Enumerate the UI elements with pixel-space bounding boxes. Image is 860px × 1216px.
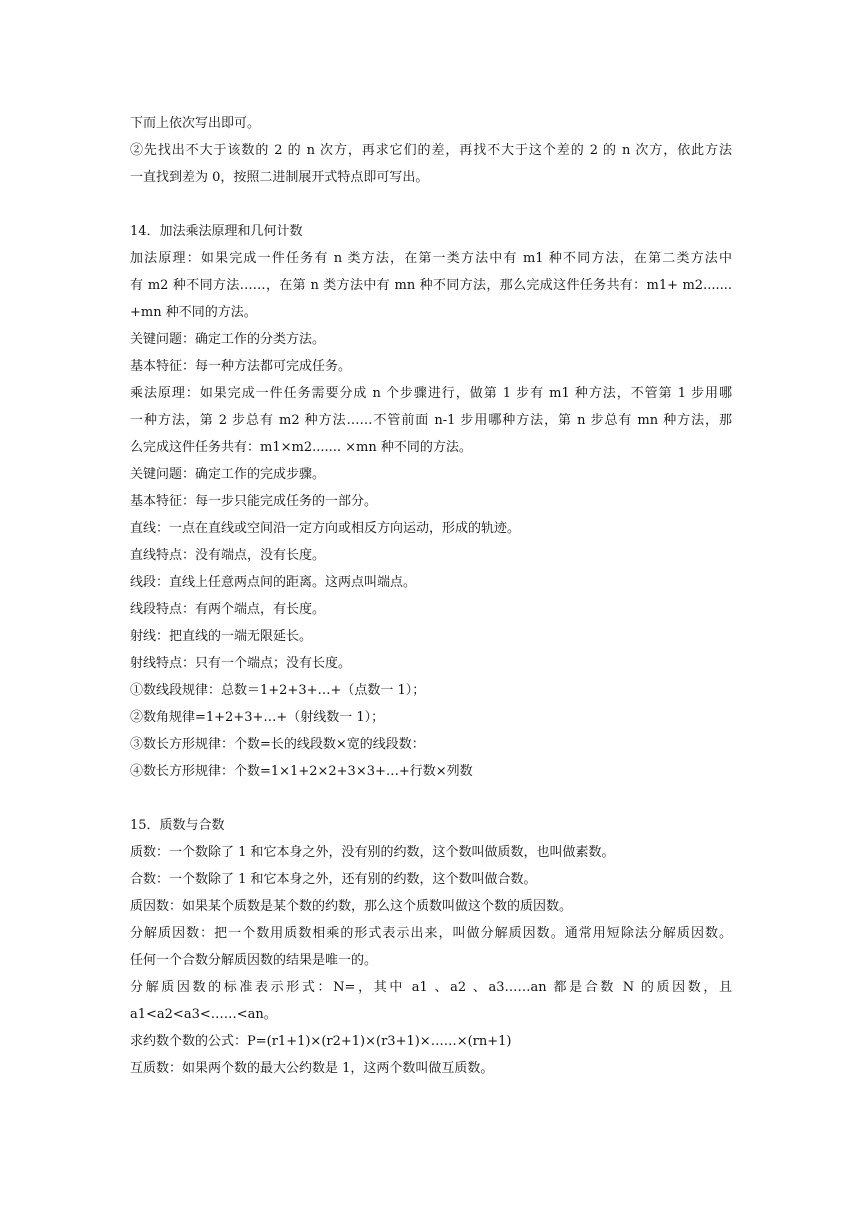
paragraph-line: ①数线段规律：总数＝1+2+3+…+（点数一 1）； [130,683,426,698]
paragraph-line: 基本特征：每一步只能完成任务的一部分。 [130,494,378,509]
paragraph-line: 关键问题：确定工作的完成步骤。 [130,467,326,482]
paragraph-line: 射线特点：只有一个端点；没有长度。 [130,656,352,671]
paragraph-line: ②先找出不大于该数的 2 的 n 次方，再求它们的差，再找不大于这个差的 2 的 n 次方，依此方法 [130,143,732,158]
paragraph-line: 求约数个数的公式：P=(r1+1)×(r2+1)×(r3+1)×……×(rn+1) [130,1034,512,1049]
paragraph-line: 线段特点：有两个端点，有长度。 [130,602,326,617]
paragraph-line: 关键问题：确定工作的分类方法。 [130,332,326,347]
paragraph-line: 合数：一个数除了 1 和它本身之外，还有别的约数，这个数叫做合数。 [130,872,537,887]
paragraph-line: 射线：把直线的一端无限延长。 [130,629,313,644]
section-spacer [130,785,732,812]
paragraph-line: +mn 种不同的方法。 [130,305,257,320]
paragraph-line: 直线：一点在直线或空间沿一定方向或相反方向运动，形成的轨迹。 [130,521,521,536]
paragraph-line: 加法原理：如果完成一件任务有 n 类方法，在第一类方法中有 m1 种不同方法，在第二类方法中 [130,251,732,266]
section-heading-14: 14．加法乘法原理和几何计数 [130,224,303,239]
paragraph-line: 质因数：如果某个质数是某个数的约数，那么这个质数叫做这个数的质因数。 [130,899,573,914]
paragraph-line: 乘法原理：如果完成一件任务需要分成 n 个步骤进行，做第 1 步有 m1 种方法，不管第 1 步用哪 [130,386,732,401]
paragraph-line: 线段：直线上任意两点间的距离。这两点叫端点。 [130,575,417,590]
section-spacer [130,191,732,218]
paragraph-line: 直线特点：没有端点，没有长度。 [130,548,326,563]
paragraph-line: 一种方法，第 2 步总有 m2 种方法……不管前面 n-1 步用哪种方法，第 n 步总有 mn 种方法，那 [130,413,732,428]
paragraph-line: 互质数：如果两个数的最大公约数是 1，这两个数叫做互质数。 [130,1061,494,1076]
paragraph-line: 质数：一个数除了 1 和它本身之外，没有别的约数，这个数叫做质数，也叫做素数。 [130,845,615,860]
paragraph-line: 分解质因数的标准表示形式：N=，其中 a1 、a2 、a3……an 都是合数 N 的质因数，且 [130,980,732,995]
paragraph-line: 分解质因数：把一个数用质数相乘的形式表示出来，叫做分解质因数。通常用短除法分解质因数。 [130,926,732,941]
paragraph-line: 任何一个合数分解质因数的结果是唯一的。 [130,953,378,968]
paragraph-line: ②数角规律=1+2+3+…+（射线数一 1）； [130,710,385,725]
paragraph-line: 下而上依次写出即可。 [130,116,261,131]
paragraph-line: ③数长方形规律：个数=长的线段数×宽的线段数： [130,737,425,752]
document-body [130,110,732,1082]
section-heading-15: 15．质数与合数 [130,818,225,833]
paragraph-line: 一直找到差为 0，按照二进制展开式特点即可写出。 [130,170,429,185]
paragraph-line: 有 m2 种不同方法……，在第 n 类方法中有 mn 种不同方法，那么完成这件任务共有：m1+ m2....... [130,278,732,293]
paragraph-line: 么完成这件任务共有：m1×m2....... ×mn 种不同的方法。 [130,440,472,455]
paragraph-line: 基本特征：每一种方法都可完成任务。 [130,359,352,374]
paragraph-line: ④数长方形规律：个数=1×1+2×2+3×3+…+行数×列数 [130,764,473,779]
paragraph-line: a1<a2<a3<……<an。 [130,1007,277,1022]
